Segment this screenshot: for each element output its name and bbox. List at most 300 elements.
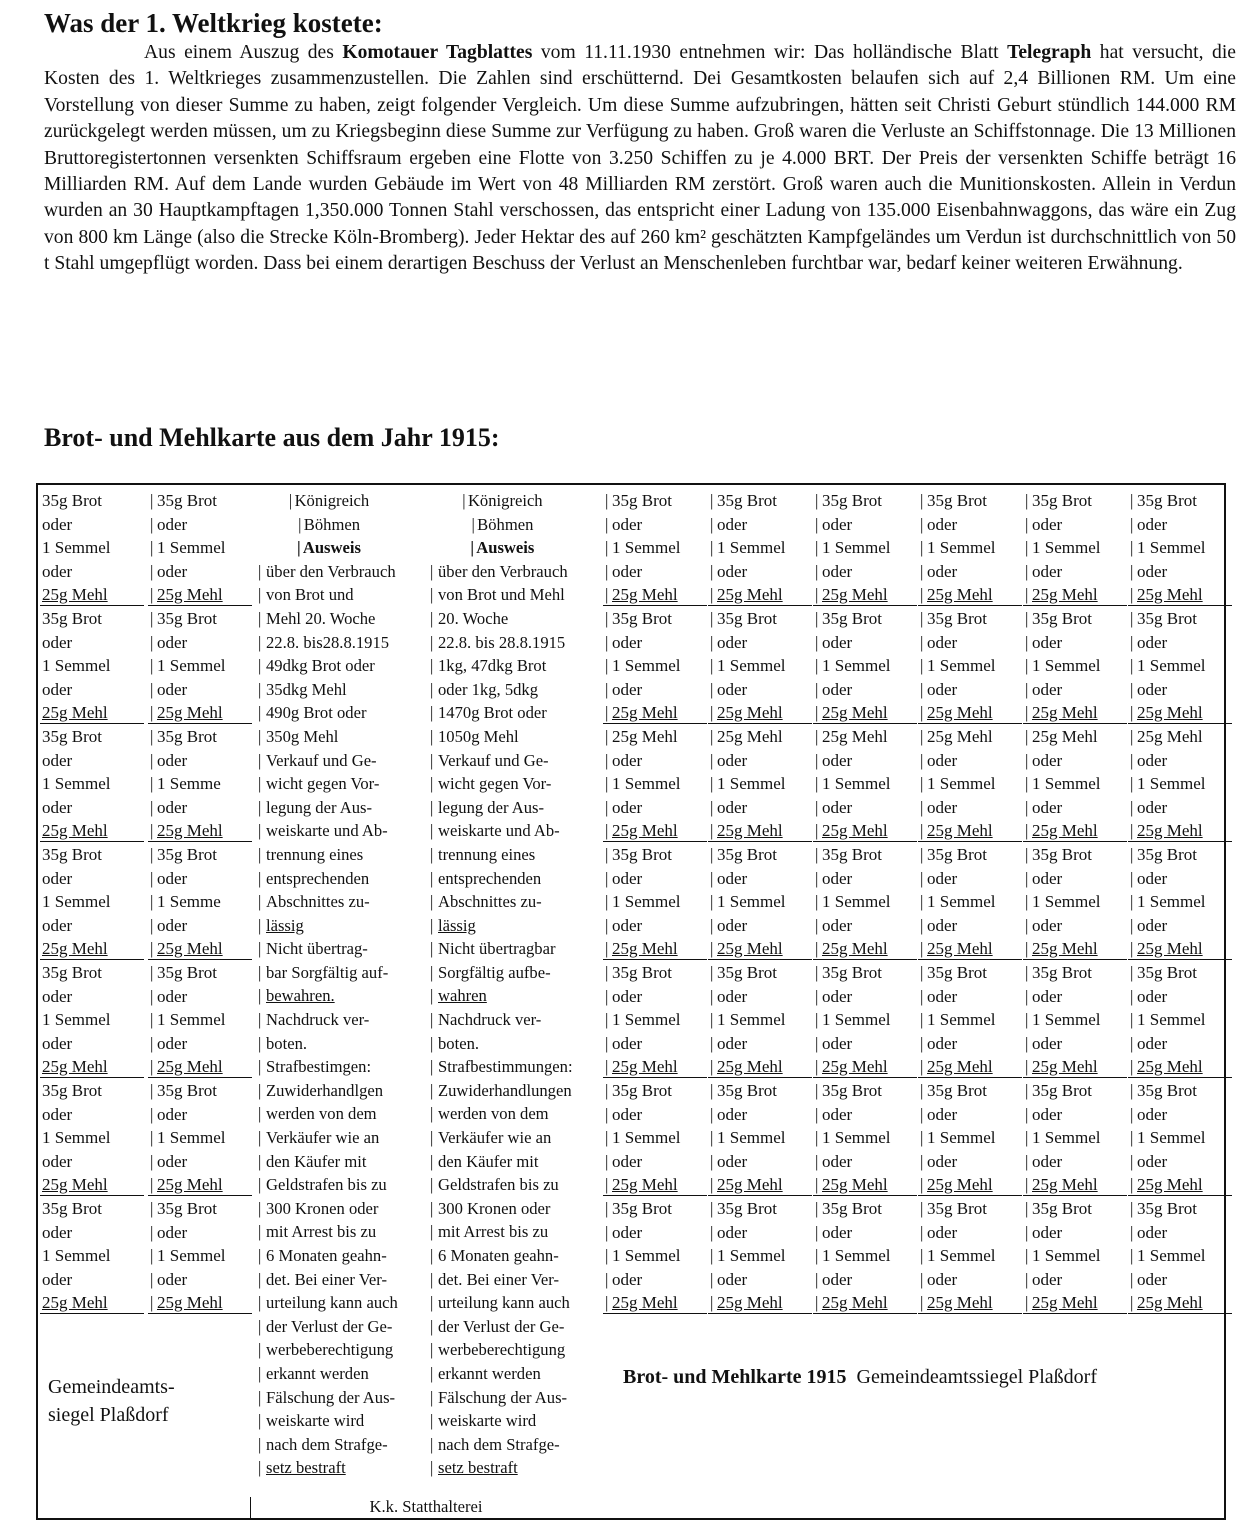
coupon-line: | 35g Brot (1025, 1199, 1092, 1218)
coupon-cell (1023, 725, 1127, 842)
permit-line: | wicht gegen Vor- (430, 774, 552, 794)
coupon-line: | 1 Semmel (920, 538, 996, 557)
intro-paper-name: Telegraph (1007, 42, 1092, 63)
permit-line: | lässig (258, 915, 304, 935)
coupon-line: | 25g Mehl (920, 939, 993, 958)
permit-text: Verkäufer wie an (266, 1128, 380, 1148)
coupon-line: | oder (150, 1151, 188, 1171)
coupon-line: | 1 Semmel (1025, 1010, 1101, 1029)
coupon-line: | oder (150, 1033, 188, 1053)
coupon-line: | 25g Mehl (1130, 1057, 1203, 1076)
coupon-line: | 1 Semmel (1130, 774, 1206, 793)
permit-line: | Mehl 20. Woche (258, 608, 376, 628)
coupon-line: | 1 Semmel (920, 656, 996, 675)
permit-line: | weiskarte und Ab- (258, 821, 388, 841)
coupon-line: | 1 Semmel (710, 1246, 786, 1265)
coupon-line: | oder (150, 632, 188, 652)
coupon-line: | 35g Brot (605, 845, 672, 864)
coupon-line: 35g Brot (42, 845, 102, 864)
coupon-line: | oder (1130, 1104, 1168, 1124)
permit-text: bar Sorgfältig auf- (266, 962, 389, 982)
coupon-cell (148, 607, 252, 724)
coupon-line: | oder (150, 1222, 188, 1242)
permit-line: | über den Verbrauch (258, 561, 396, 581)
coupon-line: | 1 Semmel (1025, 1246, 1101, 1265)
permit-text: 20. Woche (438, 608, 509, 628)
coupon-cell (40, 607, 144, 724)
coupon-line: | 25g Mehl (605, 727, 678, 746)
permit-text: trennung eines (438, 844, 536, 864)
coupon-line: oder (42, 632, 73, 652)
coupon-line: | oder (150, 1104, 188, 1124)
coupon-line: | 35g Brot (150, 727, 217, 746)
coupon-line: | oder (920, 797, 958, 817)
coupon-cell (708, 1197, 812, 1314)
coupon-line: | 1 Semmel (605, 774, 681, 793)
coupon-line: | oder (920, 1104, 958, 1124)
coupon-cell (708, 607, 812, 724)
coupon-line: | oder (815, 797, 853, 817)
coupon-cell (1023, 1079, 1127, 1196)
coupon-line: 1 Semmel (42, 1010, 111, 1029)
permit-line: | 6 Monaten geahn- (430, 1246, 559, 1265)
coupon-line: | 25g Mehl (815, 939, 888, 958)
coupon-line: oder (42, 1151, 73, 1171)
permit-text: Böhmen (477, 514, 534, 534)
coupon-line: | oder (605, 1033, 643, 1053)
permit-text: Geldstrafen bis zu (438, 1175, 559, 1195)
coupon-line: | 25g Mehl (1025, 821, 1098, 840)
permit-line: | 300 Kronen oder (258, 1198, 379, 1218)
coupon-line: | oder (815, 1104, 853, 1124)
permit-text: 300 Kronen oder (438, 1198, 551, 1218)
coupon-line: oder (42, 915, 73, 935)
permit-line: | Strafbestimgen: (258, 1057, 372, 1077)
coupon-line: | oder (150, 679, 188, 699)
coupon-line: | 35g Brot (815, 963, 882, 982)
permit-text: weiskarte wird (266, 1411, 365, 1431)
coupon-line: | oder (1025, 1104, 1063, 1124)
coupon-line: | oder (150, 986, 188, 1006)
coupon-line: | oder (1130, 679, 1168, 699)
permit-column (430, 489, 573, 1480)
permit-line: | Fälschung der Aus- (258, 1387, 396, 1407)
coupon-line: | 25g Mehl (920, 727, 993, 746)
permit-line: | Nachdruck ver- (430, 1010, 542, 1030)
permit-line: | bewahren. (258, 986, 335, 1006)
coupon-line: | oder (710, 514, 748, 534)
coupon-cell (1023, 843, 1127, 960)
coupon-line: | 1 Semmel (710, 1128, 786, 1147)
permit-line: | weiskarte und Ab- (430, 821, 560, 841)
coupon-line: oder (42, 1222, 73, 1242)
coupon-line: | oder (1130, 986, 1168, 1006)
coupon-line: | 35g Brot (920, 1081, 987, 1100)
permit-line: | setz bestraft (258, 1458, 346, 1478)
coupon-cell (40, 843, 144, 960)
coupon-line: | 1 Semmel (1130, 656, 1206, 675)
coupon-line: | oder (1130, 561, 1168, 581)
ration-card (36, 483, 1226, 1520)
coupon-cell (918, 489, 1022, 606)
coupon-line: | 35g Brot (815, 609, 882, 628)
permit-text: Böhmen (303, 514, 361, 534)
permit-text: trennung eines (266, 844, 364, 864)
permit-line: | werden von dem (430, 1104, 549, 1124)
permit-line: | entsprechenden (430, 868, 542, 888)
permit-line: | erkannt werden (430, 1363, 541, 1383)
permit-text: entsprechenden (266, 868, 370, 888)
coupon-line: | 25g Mehl (150, 1293, 223, 1312)
permit-column (258, 489, 398, 1480)
coupon-line: | 25g Mehl (1130, 1175, 1203, 1194)
coupon-line: | oder (605, 679, 643, 699)
permit-line: | 22.8. bis 28.8.1915 (430, 632, 566, 652)
permit-text: den Käufer mit (438, 1151, 539, 1171)
permit-line: | 300 Kronen oder (430, 1198, 551, 1218)
permit-line: | 35dkg Mehl (258, 679, 347, 699)
coupon-cell (918, 1079, 1022, 1196)
coupon-line: | 25g Mehl (150, 1057, 223, 1076)
coupon-line: oder (42, 1104, 73, 1124)
coupon-line: | 35g Brot (150, 845, 217, 864)
coupon-line: | oder (815, 868, 853, 888)
coupon-line: | 1 Semmel (1025, 774, 1101, 793)
permit-text: werden von dem (438, 1104, 549, 1124)
coupon-line: | 1 Semmel (920, 1010, 996, 1029)
intro-text-3: hat versucht, die Kosten des 1. Weltkrieges zusammenzustellen. Die Zahlen sind erschütternd. Dei Gesamtkosten belaufen sich auf 2,4 Billionen RM. Um eine Vorstellung von dieser Summe zu haben, zeigt folgender Vergleich. Um diese Summe aufzubringen, hätten seit Christi Geburt stündlich 144.000 RM zurückgelegt werden müssen, um zu Kriegsbeginn diese Summe zur Verfügung zu haben. Groß waren die Verluste an Schiffstonnage. Die 13 Millionen Bruttoregistertonnen versenkten Schiffsraum ergeben eine Flotte von 3.250 Schiffen zu je 4.000 BRT. Der Preis der versenkten Schiffe beträgt 16 Milliarden RM. Auf dem Lande wurden Gebäude im Wert von 48 Milliarden RM zerstört. Groß waren auch die Munitionskosten. Allein in Verdun wurden an 30 Hauptkampftagen 1,350.000 Tonnen Stahl verschossen, das entspricht einer Ladung von 135.000 Eisenbahnwaggons, das wäre ein Zug von 800 km Länge (also die Strecke Köln-Bromberg). Jeder Hektar des auf 260 km² geschätzten Kampfgeländes um Verdun ist durchschnittlich von 50 t Stahl umgepflügt worden. Dass bei einem derartigen Beschuss der Verlust an Menschenleben furchtbar war, bedarf keiner weiteren Erwähnung. (44, 42, 1236, 275)
coupon-line: | 25g Mehl (815, 1293, 888, 1312)
permit-text: Abschnittes zu- (266, 892, 370, 912)
permit-text: 300 Kronen oder (266, 1198, 379, 1218)
coupon-line: | 1 Semmel (710, 774, 786, 793)
coupon-line: | 35g Brot (920, 491, 987, 510)
coupon-line: | 25g Mehl (150, 1175, 223, 1194)
coupon-line: | oder (605, 868, 643, 888)
coupon-line: | 25g Mehl (710, 703, 783, 722)
coupon-line: oder (42, 986, 73, 1006)
coupon-line: | oder (1025, 1269, 1063, 1289)
coupon-line: | oder (1130, 632, 1168, 652)
coupon-line: | 25g Mehl (1130, 939, 1203, 958)
permit-line: | werbeberechtigung (430, 1340, 566, 1360)
card-caption (623, 1363, 1097, 1391)
coupon-line: | 25g Mehl (1130, 585, 1203, 604)
permit-line: | oder 1kg, 5dkg (430, 679, 539, 699)
coupon-cell (40, 961, 144, 1078)
permit-text: weiskarte wird (438, 1411, 537, 1431)
permit-text: 49dkg Brot oder (266, 656, 375, 676)
coupon-line: | 1 Semmel (1130, 1010, 1206, 1029)
permit-text: Ausweis (302, 538, 361, 558)
coupon-line: | oder (815, 1151, 853, 1171)
coupon-line: | 1 Semmel (150, 1128, 226, 1147)
coupon-line: | oder (1130, 1222, 1168, 1242)
permit-text: über den Verbrauch (266, 561, 396, 581)
coupon-line: | oder (1130, 797, 1168, 817)
permit-text: boten. (266, 1033, 308, 1053)
permit-text: legung der Aus- (438, 797, 544, 817)
permit-line: | Verkauf und Ge- (430, 750, 549, 770)
permit-text: Verkäufer wie an (438, 1128, 552, 1148)
coupon-line: | oder (920, 514, 958, 534)
coupon-line: | oder (710, 986, 748, 1006)
coupon-line: | oder (815, 986, 853, 1006)
permit-text: setz bestraft (266, 1458, 346, 1478)
coupon-cell (40, 1197, 144, 1314)
coupon-line: | oder (920, 986, 958, 1006)
coupon-line: | 35g Brot (150, 609, 217, 628)
coupon-line: oder (42, 1033, 73, 1053)
coupon-line: | oder (920, 679, 958, 699)
coupon-line: | oder (920, 1269, 958, 1289)
coupon-line: | oder (1025, 797, 1063, 817)
coupon-line: | oder (920, 1222, 958, 1242)
coupon-line: 1 Semmel (42, 656, 111, 675)
coupon-line: | 1 Semmel (1025, 538, 1101, 557)
coupon-line: | 1 Semmel (815, 656, 891, 675)
coupon-line: | 1 Semmel (815, 774, 891, 793)
coupon-line: | 25g Mehl (1025, 1175, 1098, 1194)
permit-text: legung der Aus- (266, 797, 372, 817)
permit-line: | Ausweis (470, 538, 535, 558)
coupon-line: | oder (605, 1222, 643, 1242)
coupon-line: | oder (1025, 868, 1063, 888)
coupon-cell (1023, 961, 1127, 1078)
permit-text: wicht gegen Vor- (266, 774, 380, 794)
permit-line: | trennung eines (258, 844, 364, 864)
caption-seal: Gemeindeamtssiegel Plaßdorf (856, 1366, 1098, 1388)
coupon-cell (40, 1079, 144, 1196)
intro-text-2: vom 11.11.1930 entnehmen wir: Das holländische Blatt (532, 42, 1008, 63)
coupon-line: | oder (605, 561, 643, 581)
permit-text: 35dkg Mehl (266, 679, 347, 699)
coupon-line: | 1 Semmel (815, 1128, 891, 1147)
coupon-line: | 1 Semmel (150, 1010, 226, 1029)
coupon-line: | 35g Brot (1130, 963, 1197, 982)
coupon-line: | 25g Mehl (920, 1175, 993, 1194)
coupon-line: | 1 Semme (150, 892, 221, 911)
permit-text: Nicht übertrag- (266, 939, 368, 959)
coupon-line: | oder (710, 561, 748, 581)
intro-text-1: Aus einem Auszug des (144, 42, 343, 63)
coupon-line: 25g Mehl (42, 821, 108, 840)
permit-text: von Brot und (266, 585, 354, 605)
coupon-line: 35g Brot (42, 491, 102, 510)
coupon-line: | oder (815, 561, 853, 581)
section-heading: Brot- und Mehlkarte aus dem Jahr 1915: (44, 423, 500, 452)
coupon-line: | 35g Brot (1025, 491, 1092, 510)
coupon-line: oder (42, 797, 73, 817)
coupon-line: | 35g Brot (605, 1199, 672, 1218)
coupon-line: | oder (1025, 632, 1063, 652)
permit-line: | lässig (430, 915, 476, 935)
coupon-line: | oder (1025, 915, 1063, 935)
coupon-line: | oder (605, 514, 643, 534)
coupon-line: | 25g Mehl (815, 821, 888, 840)
coupon-line: | 35g Brot (605, 491, 672, 510)
permit-text: werden von dem (266, 1104, 377, 1124)
permit-line: | 1kg, 47dkg Brot (430, 656, 547, 676)
permit-text: von Brot und Mehl (438, 585, 565, 605)
permit-line: | 6 Monaten geahn- (258, 1246, 387, 1265)
coupon-line: | oder (150, 868, 188, 888)
permit-text: 22.8. bis 28.8.1915 (438, 632, 566, 652)
coupon-line: | oder (815, 632, 853, 652)
coupon-line: | 1 Semmel (150, 1246, 226, 1265)
permit-text: urteilung kann auch (438, 1293, 570, 1313)
coupon-line: | 35g Brot (150, 1081, 217, 1100)
coupon-cell (148, 725, 252, 842)
coupon-line: 35g Brot (42, 963, 102, 982)
permit-line: | 350g Mehl (258, 726, 339, 746)
permit-text: nach dem Strafge- (266, 1434, 388, 1454)
permit-text: 1050g Mehl (438, 726, 519, 746)
permit-text: Königreich (294, 491, 370, 510)
coupon-cell (1023, 1197, 1127, 1314)
coupon-line: | oder (1025, 561, 1063, 581)
coupon-line: | 25g Mehl (1025, 703, 1098, 722)
coupon-line: | 1 Semmel (815, 1010, 891, 1029)
permit-text: der Verlust der Ge- (438, 1316, 565, 1336)
seal-line: Gemeindeamts- (48, 1376, 175, 1398)
coupon-line: | oder (1130, 1033, 1168, 1053)
coupon-cell (40, 489, 144, 606)
permit-text: urteilung kann auch (266, 1293, 398, 1313)
coupon-cell (813, 843, 917, 960)
permit-text: Nachdruck ver- (438, 1010, 542, 1030)
coupon-line: | oder (920, 561, 958, 581)
permit-text: Strafbestimmungen: (438, 1057, 573, 1077)
permit-text: det. Bei einer Ver- (266, 1269, 388, 1289)
permit-line: | 49dkg Brot oder (258, 656, 375, 676)
coupon-line: | oder (710, 915, 748, 935)
coupon-cell (813, 1197, 917, 1314)
permit-line: | 20. Woche (430, 608, 509, 628)
coupon-line: | 25g Mehl (710, 1057, 783, 1076)
coupon-line: | 1 Semmel (920, 1246, 996, 1265)
coupon-line: | 35g Brot (710, 609, 777, 628)
coupon-line: 35g Brot (42, 1199, 102, 1218)
coupon-line: | oder (1130, 915, 1168, 935)
coupon-line: | oder (605, 1269, 643, 1289)
permit-text: setz bestraft (438, 1458, 518, 1478)
coupon-cell (708, 489, 812, 606)
permit-text: Nicht übertragbar (438, 939, 556, 959)
coupon-cell (708, 961, 812, 1078)
coupon-line: | oder (605, 915, 643, 935)
coupon-line: | oder (710, 868, 748, 888)
permit-text: mit Arrest bis zu (266, 1222, 377, 1242)
coupon-cell (148, 489, 252, 606)
coupon-cell (148, 1197, 252, 1314)
coupon-line: | 1 Semmel (150, 656, 226, 675)
coupon-line: | 1 Semmel (815, 892, 891, 911)
coupon-line: | oder (150, 915, 188, 935)
coupon-line: | 25g Mehl (710, 1175, 783, 1194)
coupon-cell (603, 725, 707, 842)
coupon-cell (813, 961, 917, 1078)
coupon-line: | oder (1025, 1222, 1063, 1242)
coupon-cell (40, 725, 144, 842)
coupon-cell (148, 843, 252, 960)
permit-text: der Verlust der Ge- (266, 1316, 393, 1336)
coupon-line: | oder (815, 1222, 853, 1242)
permit-text: weiskarte und Ab- (266, 821, 388, 841)
coupon-line: | oder (150, 514, 188, 534)
coupon-line: | 35g Brot (1025, 1081, 1092, 1100)
intro-newspaper-name: Komotauer Tagblattes (342, 42, 533, 63)
coupon-line: | 25g Mehl (815, 585, 888, 604)
coupon-cell (813, 489, 917, 606)
coupon-line: | 1 Semmel (710, 656, 786, 675)
coupon-line: | 35g Brot (815, 1199, 882, 1218)
coupon-cell (603, 607, 707, 724)
coupon-line: | 1 Semmel (605, 656, 681, 675)
coupon-line: | 25g Mehl (605, 1057, 678, 1076)
permit-text: wahren (438, 986, 487, 1006)
coupon-cell (1128, 725, 1232, 842)
coupon-line: | 25g Mehl (710, 727, 783, 746)
coupon-line: | 1 Semmel (815, 1246, 891, 1265)
coupon-line: oder (42, 1269, 73, 1289)
coupon-cell (708, 1079, 812, 1196)
permit-text: werbeberechtigung (438, 1340, 566, 1360)
coupon-line: | oder (1130, 750, 1168, 770)
coupon-line: | oder (920, 750, 958, 770)
permit-text: oder 1kg, 5dkg (438, 679, 539, 699)
coupon-line: | 35g Brot (150, 1199, 217, 1218)
permit-line: | weiskarte wird (258, 1411, 365, 1431)
coupon-cell (1128, 1079, 1232, 1196)
coupon-line: | 35g Brot (1025, 963, 1092, 982)
permit-line: | Verkäufer wie an (258, 1128, 380, 1148)
coupon-line: | oder (1130, 514, 1168, 534)
coupon-line: | oder (150, 1269, 188, 1289)
caption-title: Brot- und Mehlkarte 1915 (623, 1366, 847, 1388)
coupon-line: | 1 Semmel (1025, 1128, 1101, 1147)
coupon-line: | 25g Mehl (1130, 727, 1203, 746)
coupon-line: | 25g Mehl (1130, 821, 1203, 840)
coupon-line: | 25g Mehl (815, 1175, 888, 1194)
permit-text: Verkauf und Ge- (438, 750, 549, 770)
coupon-line: | 35g Brot (710, 845, 777, 864)
coupon-line: | 35g Brot (605, 963, 672, 982)
coupon-cell (1128, 961, 1232, 1078)
permit-line: | über den Verbrauch (430, 561, 568, 581)
coupon-line: | oder (150, 797, 188, 817)
coupon-line: | oder (605, 1151, 643, 1171)
permit-line: | Geldstrafen bis zu (258, 1175, 387, 1195)
permit-line: | Verkauf und Ge- (258, 750, 377, 770)
coupon-line: | 25g Mehl (605, 585, 678, 604)
permit-text: werbeberechtigung (266, 1340, 394, 1360)
permit-text: den Käufer mit (266, 1151, 367, 1171)
coupon-line: | 25g Mehl (150, 703, 223, 722)
permit-line: | Fälschung der Aus- (430, 1387, 568, 1407)
coupon-line: | 35g Brot (150, 963, 217, 982)
coupon-line: | oder (710, 1151, 748, 1171)
coupon-line: | 25g Mehl (150, 585, 223, 604)
permit-text: nach dem Strafge- (438, 1434, 560, 1454)
coupon-line: 1 Semmel (42, 538, 111, 557)
coupon-line: oder (42, 514, 73, 534)
seal-label-left (48, 1373, 175, 1429)
coupon-line: | oder (605, 797, 643, 817)
coupon-line: | 1 Semmel (605, 1246, 681, 1265)
permit-line: | werden von dem (258, 1104, 377, 1124)
coupon-line: | 25g Mehl (815, 1057, 888, 1076)
